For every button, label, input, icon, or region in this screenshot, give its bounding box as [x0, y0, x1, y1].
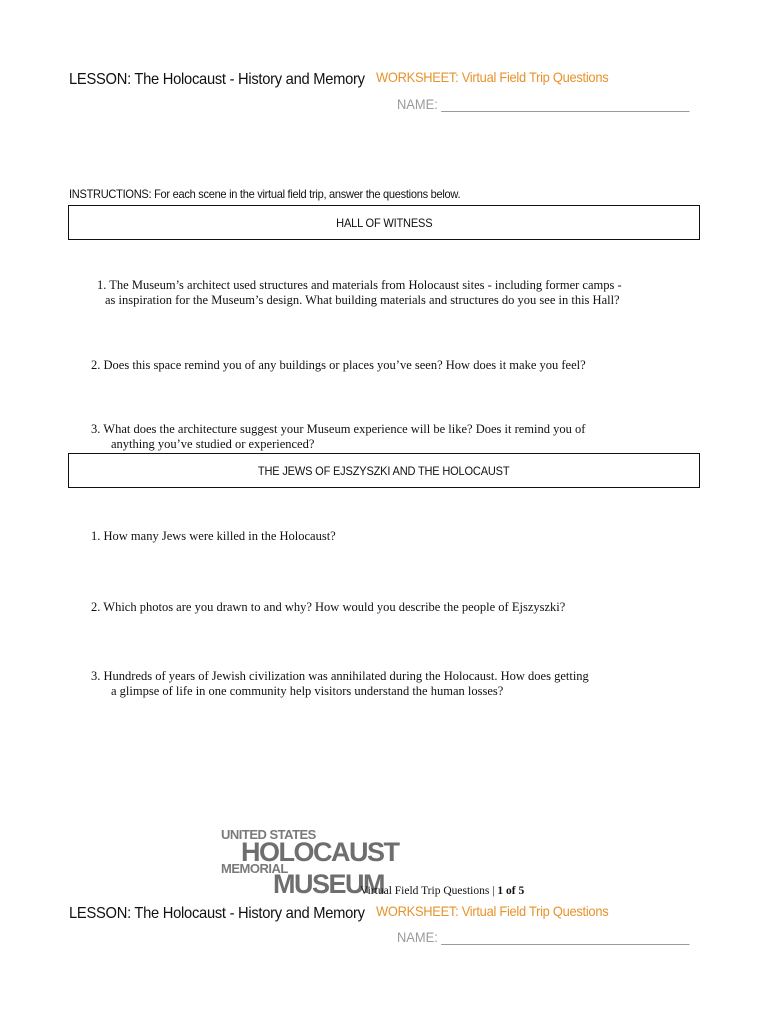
- question-hall-2: [91, 358, 586, 373]
- section-title: HALL OF WITNESS: [335, 215, 433, 230]
- question-ejszyszki-3: [91, 669, 589, 699]
- question-line: 1. How many Jews were killed in the Holocaust?: [91, 529, 336, 543]
- name-blank-line[interactable]: [441, 97, 689, 112]
- name-field-row: [397, 96, 690, 112]
- question-line-continued: a glimpse of life in one community help visitors understand the human losses?: [111, 684, 504, 698]
- worksheet-title: WORKSHEET: Virtual Field Trip Questions: [376, 69, 609, 85]
- section-title: THE JEWS OF EJSZYSZKI AND THE HOLOCAUST: [258, 463, 510, 478]
- footer-page-label: [360, 885, 524, 897]
- worksheet-title-page-2: WORKSHEET: Virtual Field Trip Questions: [376, 903, 609, 919]
- question-line: 1. The Museum’s architect used structures and materials from Holocaust sites - including former camps -: [97, 278, 622, 292]
- name-blank-line[interactable]: [441, 930, 689, 945]
- lesson-title-page-2: LESSON: The Holocaust - History and Memory: [69, 905, 365, 922]
- question-line-continued: as inspiration for the Museum’s design. What building materials and structures do you see in this Hall?: [105, 293, 620, 307]
- logo-line-memorial: MEMORIAL: [221, 861, 288, 876]
- question-line-continued: anything you’ve studied or experienced?: [111, 437, 315, 451]
- section-box-hall-of-witness: [68, 205, 700, 240]
- question-line: 3. Hundreds of years of Jewish civilization was annihilated during the Holocaust. How does getting: [91, 669, 589, 683]
- question-line: 2. Which photos are you drawn to and why? How would you describe the people of Ejszyszki?: [91, 600, 566, 614]
- section-box-jews-of-ejszyszki: [68, 453, 700, 488]
- logo-line-museum: MUSEUM: [273, 869, 384, 899]
- name-label: NAME:: [397, 96, 438, 112]
- instructions-text: INSTRUCTIONS: For each scene in the virtual field trip, answer the questions below.: [69, 187, 461, 201]
- footer-separator: |: [489, 885, 498, 897]
- footer-doc-title: Virtual Field Trip Questions: [360, 885, 490, 897]
- question-line: 3. What does the architecture suggest your Museum experience will be like? Does it remind you of: [91, 422, 586, 436]
- name-label: NAME:: [397, 929, 438, 945]
- footer-page-number: 1 of 5: [497, 885, 525, 897]
- question-hall-3: [91, 422, 585, 452]
- question-ejszyszki-1: [91, 529, 336, 544]
- lesson-title: LESSON: The Holocaust - History and Memory: [69, 71, 365, 88]
- logo-line-united-states: UNITED STATES: [221, 827, 316, 842]
- question-line: 2. Does this space remind you of any buildings or places you’ve seen? How does it make you feel?: [91, 358, 586, 372]
- question-ejszyszki-2: [91, 600, 565, 615]
- name-field-row-page-2: [397, 929, 690, 945]
- question-hall-1: [97, 278, 622, 308]
- logo-line-holocaust: HOLOCAUST: [241, 837, 399, 867]
